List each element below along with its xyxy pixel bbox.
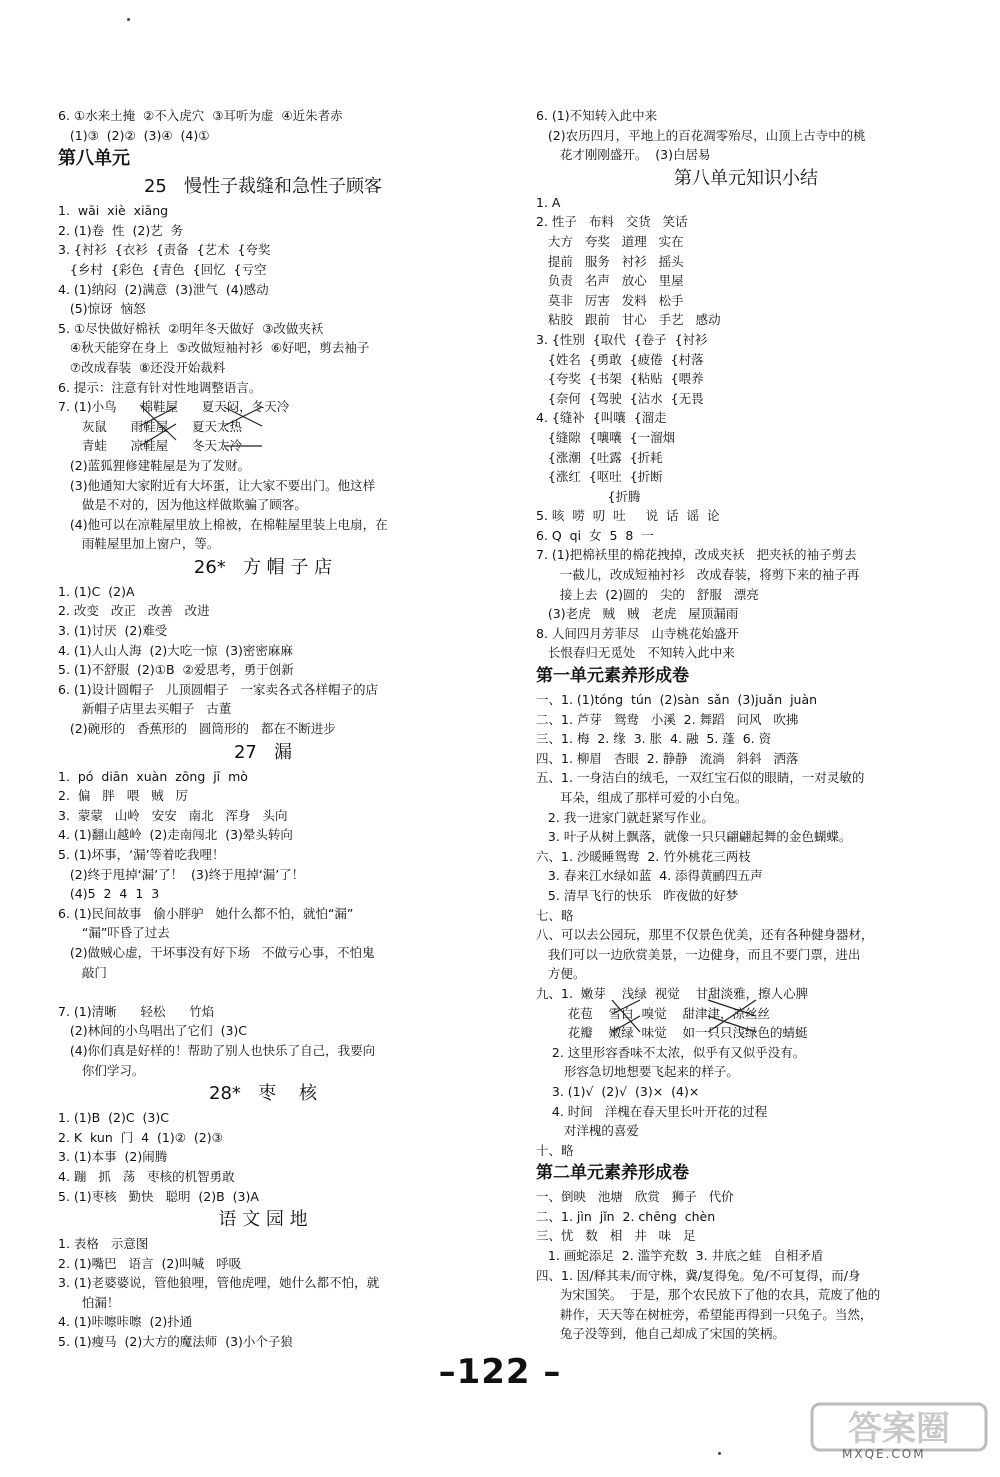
- answer-line: 2. 性子 布料 交货 笑话: [536, 214, 688, 230]
- section-heading: 第一单元素养形成卷: [536, 666, 689, 687]
- answer-line: 我们可以一边欣赏美景，一边健身，而且不要门票，进出: [536, 946, 861, 962]
- answer-line: 形容急切地想要飞起来的样子。: [536, 1064, 739, 1080]
- answer-line: 1. wāi xiè xiāng: [58, 203, 169, 219]
- answer-line: 4. 蹦 抓 荡 枣核的机智勇敢: [58, 1168, 235, 1184]
- scan-speck: [718, 1452, 721, 1455]
- answer-line: 一、倒映 池塘 欣赏 狮子 代价: [536, 1189, 734, 1205]
- answer-line: (4)你们真是好样的！帮助了别人也快乐了自己，我要向: [58, 1042, 376, 1058]
- answer-line: 莫非 厉害 发料 松手: [536, 292, 684, 308]
- answer-line: 长恨春归无觅处 不知转入此中来: [536, 645, 735, 661]
- answer-line: 3. 春来江水绿如蓝 4. 添得黄鹂四五声: [536, 868, 763, 884]
- answer-line: 对洋槐的喜爱: [536, 1123, 639, 1139]
- answer-line: ④秋天能穿在身上 ⑤改做短袖衬衫 ⑥好吧，剪去袖子: [58, 340, 370, 356]
- answer-line: 4. (1)咔嚓咔嚓 (2)扑通: [58, 1314, 193, 1330]
- answer-line: 3. 叶子从树上飘落，就像一只只翩翩起舞的金色蝴蝶。: [536, 829, 852, 845]
- answer-line: 2. 这里形容香味不太浓，似乎有又似乎没有。: [536, 1044, 806, 1060]
- answer-line: (4)5 2 4 1 3: [58, 886, 160, 902]
- answer-line: 花才刚刚盛开。 (3)白居易: [536, 147, 711, 163]
- answer-line: (2)终于甩掉‘漏’了！ (3)终于甩掉‘漏’了！: [58, 866, 305, 882]
- answer-line: 2. (1)嘴巴 语言 (2)叫喊 呼吸: [58, 1255, 242, 1271]
- answer-line: {夸奖 {书架 {粘贴 {喂养: [536, 371, 704, 387]
- answer-line: 粘胶 跟前 甘心 手艺 感动: [536, 312, 721, 328]
- answer-line: 四、1. 柳眉 杏眼 2. 静静 流淌 斜斜 洒落: [536, 750, 799, 766]
- answer-line: 新帽子店里去买帽子 古董: [58, 701, 232, 717]
- answer-line: (2)碗形的 香蕉形的 圆筒形的 都在不断进步: [58, 721, 336, 737]
- answer-line: {涨潮 {吐露 {折耗: [536, 449, 663, 465]
- answer-line: 2. 改变 改正 改善 改进: [58, 603, 210, 619]
- answer-line: 6. Q qi 女 5 8 一: [536, 527, 654, 543]
- unit-heading: 第八单元: [58, 148, 130, 170]
- answer-line: {奈何 {驾驶 {沾水 {无畏: [536, 390, 704, 406]
- answer-line: 四、1. 因/释其耒/而守株，冀/复得兔。兔/不可复得，而/身: [536, 1267, 861, 1283]
- answer-line: 1. (1)B (2)C (3)C: [58, 1110, 169, 1126]
- answer-line: 二、1. 芦芽 鸳鸯 小溪 2. 舞蹈 问风 吹拂: [536, 711, 799, 727]
- answer-line: 三、忧 数 相 井 味 足: [536, 1228, 696, 1244]
- answer-line: (1)③ (2)② (3)④ (4)①: [58, 127, 210, 143]
- answer-line: 4. {缝补 {叫嚷 {溜走: [536, 410, 667, 426]
- answer-line: 雨鞋屋里加上窗户，等。: [58, 536, 220, 552]
- answer-line: 3. (1)老婆婆说，管他狼哩，管他虎哩，她什么都不怕，就: [58, 1275, 380, 1291]
- answer-line: 7. (1)把棉袄里的棉花拽掉，改成夹袄 把夹袄的袖子剪去: [536, 547, 857, 563]
- answer-line: 2. K kun 门 4 (1)② (2)③: [58, 1129, 223, 1145]
- lesson-heading: 第八单元知识小结: [674, 167, 818, 189]
- answer-line: 3. (1)讨厌 (2)难受: [58, 623, 168, 639]
- answer-line: 6. (1)设计圆帽子 儿顶圆帽子 一家卖各式各样帽子的店: [58, 681, 378, 697]
- answer-line: 2. 偏 胖 喂 贼 厉: [58, 788, 189, 804]
- answer-line: 兔子没等到，他自己却成了宋国的笑柄。: [536, 1326, 785, 1342]
- answer-line: 7. (1)小鸟 棉鞋屋 夏天闷，冬天冷: [58, 399, 290, 415]
- answer-line: 5. (1)坏事，‘漏’等着吃我哩！: [58, 847, 225, 862]
- answer-line: (3)老虎 贼 贼 老虎 屋顶漏雨: [536, 606, 739, 622]
- answer-line: 5. (1)枣核 勤快 聪明 (2)B (3)A: [58, 1188, 259, 1204]
- lesson-heading: 26* 方 帽 子 店: [193, 556, 333, 578]
- answer-line: 六、1. 沙暖睡鸳鸯 2. 竹外桃花三两枝: [536, 848, 751, 864]
- answer-line: 三、1. 梅 2. 缘 3. 胀 4. 融 5. 蓬 6. 资: [536, 731, 772, 747]
- answer-line: 4. (1)翻山越岭 (2)走南闯北 (3)晕头转向: [58, 827, 293, 843]
- answer-line: 1. pó diān xuàn zōng jī mò: [58, 768, 248, 784]
- scan-speck: [127, 18, 130, 21]
- section-heading: 第二单元素养形成卷: [536, 1163, 689, 1184]
- answer-line: (2)做贼心虚，干坏事没有好下场 不做亏心事，不怕鬼: [58, 944, 375, 960]
- answer-line: {涨红 {呕吐 {折断: [536, 469, 663, 485]
- answer-line: (4)他可以在凉鞋屋里放上棉被，在棉鞋屋里装上电扇，在: [58, 516, 388, 532]
- answer-line: 怕漏！: [58, 1294, 120, 1310]
- answer-line: 方便。: [536, 966, 586, 982]
- answer-line: ⑦改成春装 ⑧还没开始裁料: [58, 359, 226, 375]
- answer-line: 3. 蒙蒙 山岭 安安 南北 浑身 头向: [58, 807, 288, 823]
- answer-line: 五、1. 一身洁白的绒毛，一双红宝石似的眼睛，一对灵敏的: [536, 770, 865, 786]
- answer-line: 5. ①尽快做好棉袄 ②明年冬天做好 ③改做夹袄: [58, 320, 324, 336]
- answer-line: 4. (1)纳闷 (2)满意 (3)泄气 (4)感动: [58, 281, 269, 297]
- answer-line: (3)他通知大家附近有大坏蛋，让大家不要出门。他这样: [58, 477, 376, 493]
- answer-line: 1. 表格 示意图: [58, 1236, 149, 1252]
- answer-line: 敲门: [58, 964, 107, 980]
- answer-line: 花苞 雪白 嗅觉 甜津津，凉丝丝: [536, 1005, 771, 1021]
- answer-line: 3. (1)本事 (2)闹腾: [58, 1149, 168, 1165]
- lesson-heading: 语 文 园 地: [218, 1209, 308, 1231]
- answer-line: (2)蓝狐狸修建鞋屋是为了发财。: [58, 457, 251, 473]
- answer-line: 6. ①水来土掩 ②不入虎穴 ③耳听为虚 ④近朱者赤: [58, 108, 343, 123]
- answer-line: 负责 名声 放心 里屋: [536, 273, 684, 289]
- answer-line: 十、略: [536, 1142, 574, 1158]
- answer-line: 大方 夸奖 道理 实在: [536, 233, 684, 249]
- answer-line: 5. 清早飞行的快乐 昨夜做的好梦: [536, 887, 739, 903]
- answer-line: 耕作，天天等在树桩旁，希望能再得到一只兔子。当然，: [536, 1306, 873, 1322]
- answer-line: “漏”吓昏了过去: [58, 925, 170, 941]
- answer-line: (5)惊讶 恼怒: [58, 301, 146, 317]
- answer-line: 5. (1)不舒服 (2)①B ②爱思考，勇于创新: [58, 662, 294, 678]
- answer-line: 5. 咳 唠 叨 吐 说 话 谣 论: [536, 508, 720, 524]
- answer-line: 2. 我一进家门就赶紧写作业。: [536, 809, 714, 825]
- answer-line: 4. 时间 洋槐在春天里长叶开花的过程: [536, 1103, 768, 1119]
- answer-line: 3. {衬衫 {衣衫 {责备 {艺术 {夸奖: [58, 242, 271, 258]
- answer-line: 你们学习。: [58, 1062, 145, 1078]
- answer-line: 6. (1)民间故事 偷小胖驴 她什么都不怕，就怕“漏”: [58, 905, 354, 921]
- answer-line: 青蛙 凉鞋屋 冬天太冷: [58, 438, 243, 454]
- answer-line: 二、1. jìn jǐn 2. chēng chèn: [536, 1208, 716, 1224]
- answer-line: (2)林间的小鸟唱出了它们 (3)C: [58, 1023, 248, 1039]
- answer-line: 一、1. (1)tóng tún (2)sàn sǎn (3)juǎn juàn: [536, 692, 818, 708]
- answer-line: 八、可以去公园玩，那里不仅景色优美，还有各种健身器材，: [536, 927, 874, 943]
- answer-line: 灰鼠 雨鞋屋 夏天太热: [58, 418, 243, 434]
- page-number: –122 –: [438, 1352, 562, 1392]
- lesson-heading: 28* 枣 核: [209, 1083, 317, 1105]
- answer-line: 提前 服务 衬衫 摇头: [536, 253, 684, 269]
- answer-line: 接上去 (2)圆的 尖的 舒服 漂亮: [536, 586, 759, 602]
- watermark-url: MXQE.COM: [842, 1447, 926, 1461]
- answer-line: 6. 提示：注意有针对性地调整语言。: [58, 379, 262, 395]
- answer-line: 九、1. 嫩芽 浅绿 视觉 甘甜淡雅，擦人心脾: [536, 985, 809, 1001]
- answer-line: 3. (1)√ (2)√ (3)× (4)×: [536, 1083, 700, 1099]
- answer-line: 耳朵，组成了那样可爱的小白兔。: [536, 790, 748, 805]
- answer-line: 5. (1)瘦马 (2)大方的魔法师 (3)小个子狼: [58, 1334, 293, 1350]
- answer-line: (2)农历四月，平地上的百花凋零殆尽，山顶上古寺中的桃: [536, 127, 866, 143]
- answer-line: 8. 人间四月芳菲尽 山寺桃花始盛开: [536, 625, 739, 641]
- svg-text:答案圈: 答案圈: [848, 1409, 950, 1449]
- answer-line: 7. (1)清晰 轻松 竹焰: [58, 1003, 215, 1019]
- answer-line: {姓名 {勇敢 {疲倦 {村落: [536, 351, 704, 367]
- answer-line: 3. {性别 {取代 {卷子 {衬衫: [536, 331, 708, 347]
- lesson-heading: 25 慢性子裁缝和急性子顾客: [143, 176, 383, 198]
- answer-line: {缝隙 {嚷嚷 {一溜烟: [536, 429, 676, 445]
- answer-line: {乡村 {彩色 {青色 {回忆 {亏空: [58, 261, 267, 277]
- lesson-heading: 27 漏: [233, 741, 293, 763]
- answer-line: 花瓣 嫩绿 味觉 如一只只浅绿色的蜻蜓: [536, 1025, 808, 1041]
- answer-line: 一截儿，改成短袖衬衫 改成春装，将剪下来的袖子再: [536, 567, 860, 583]
- answer-line: 6. (1)不知转入此中来: [536, 108, 658, 123]
- answer-line: {折腾: [536, 488, 641, 504]
- answer-line: 1. A: [536, 194, 561, 210]
- answer-line: 为宋国笑。 于是，那个农民放下了他的农具，荒废了他的: [536, 1287, 881, 1303]
- answer-line: 4. (1)人山人海 (2)大吃一惊 (3)密密麻麻: [58, 642, 293, 658]
- answer-line: 1. (1)C (2)A: [58, 583, 135, 599]
- answer-line: 2. (1)卷 性 (2)艺 务: [58, 222, 184, 238]
- answer-line: 1. 画蛇添足 2. 滥竽充数 3. 井底之蛙 自相矛盾: [536, 1248, 824, 1264]
- answer-line: 七、略: [536, 907, 574, 923]
- answer-line: 做是不对的，因为他这样做欺骗了顾客。: [58, 497, 307, 513]
